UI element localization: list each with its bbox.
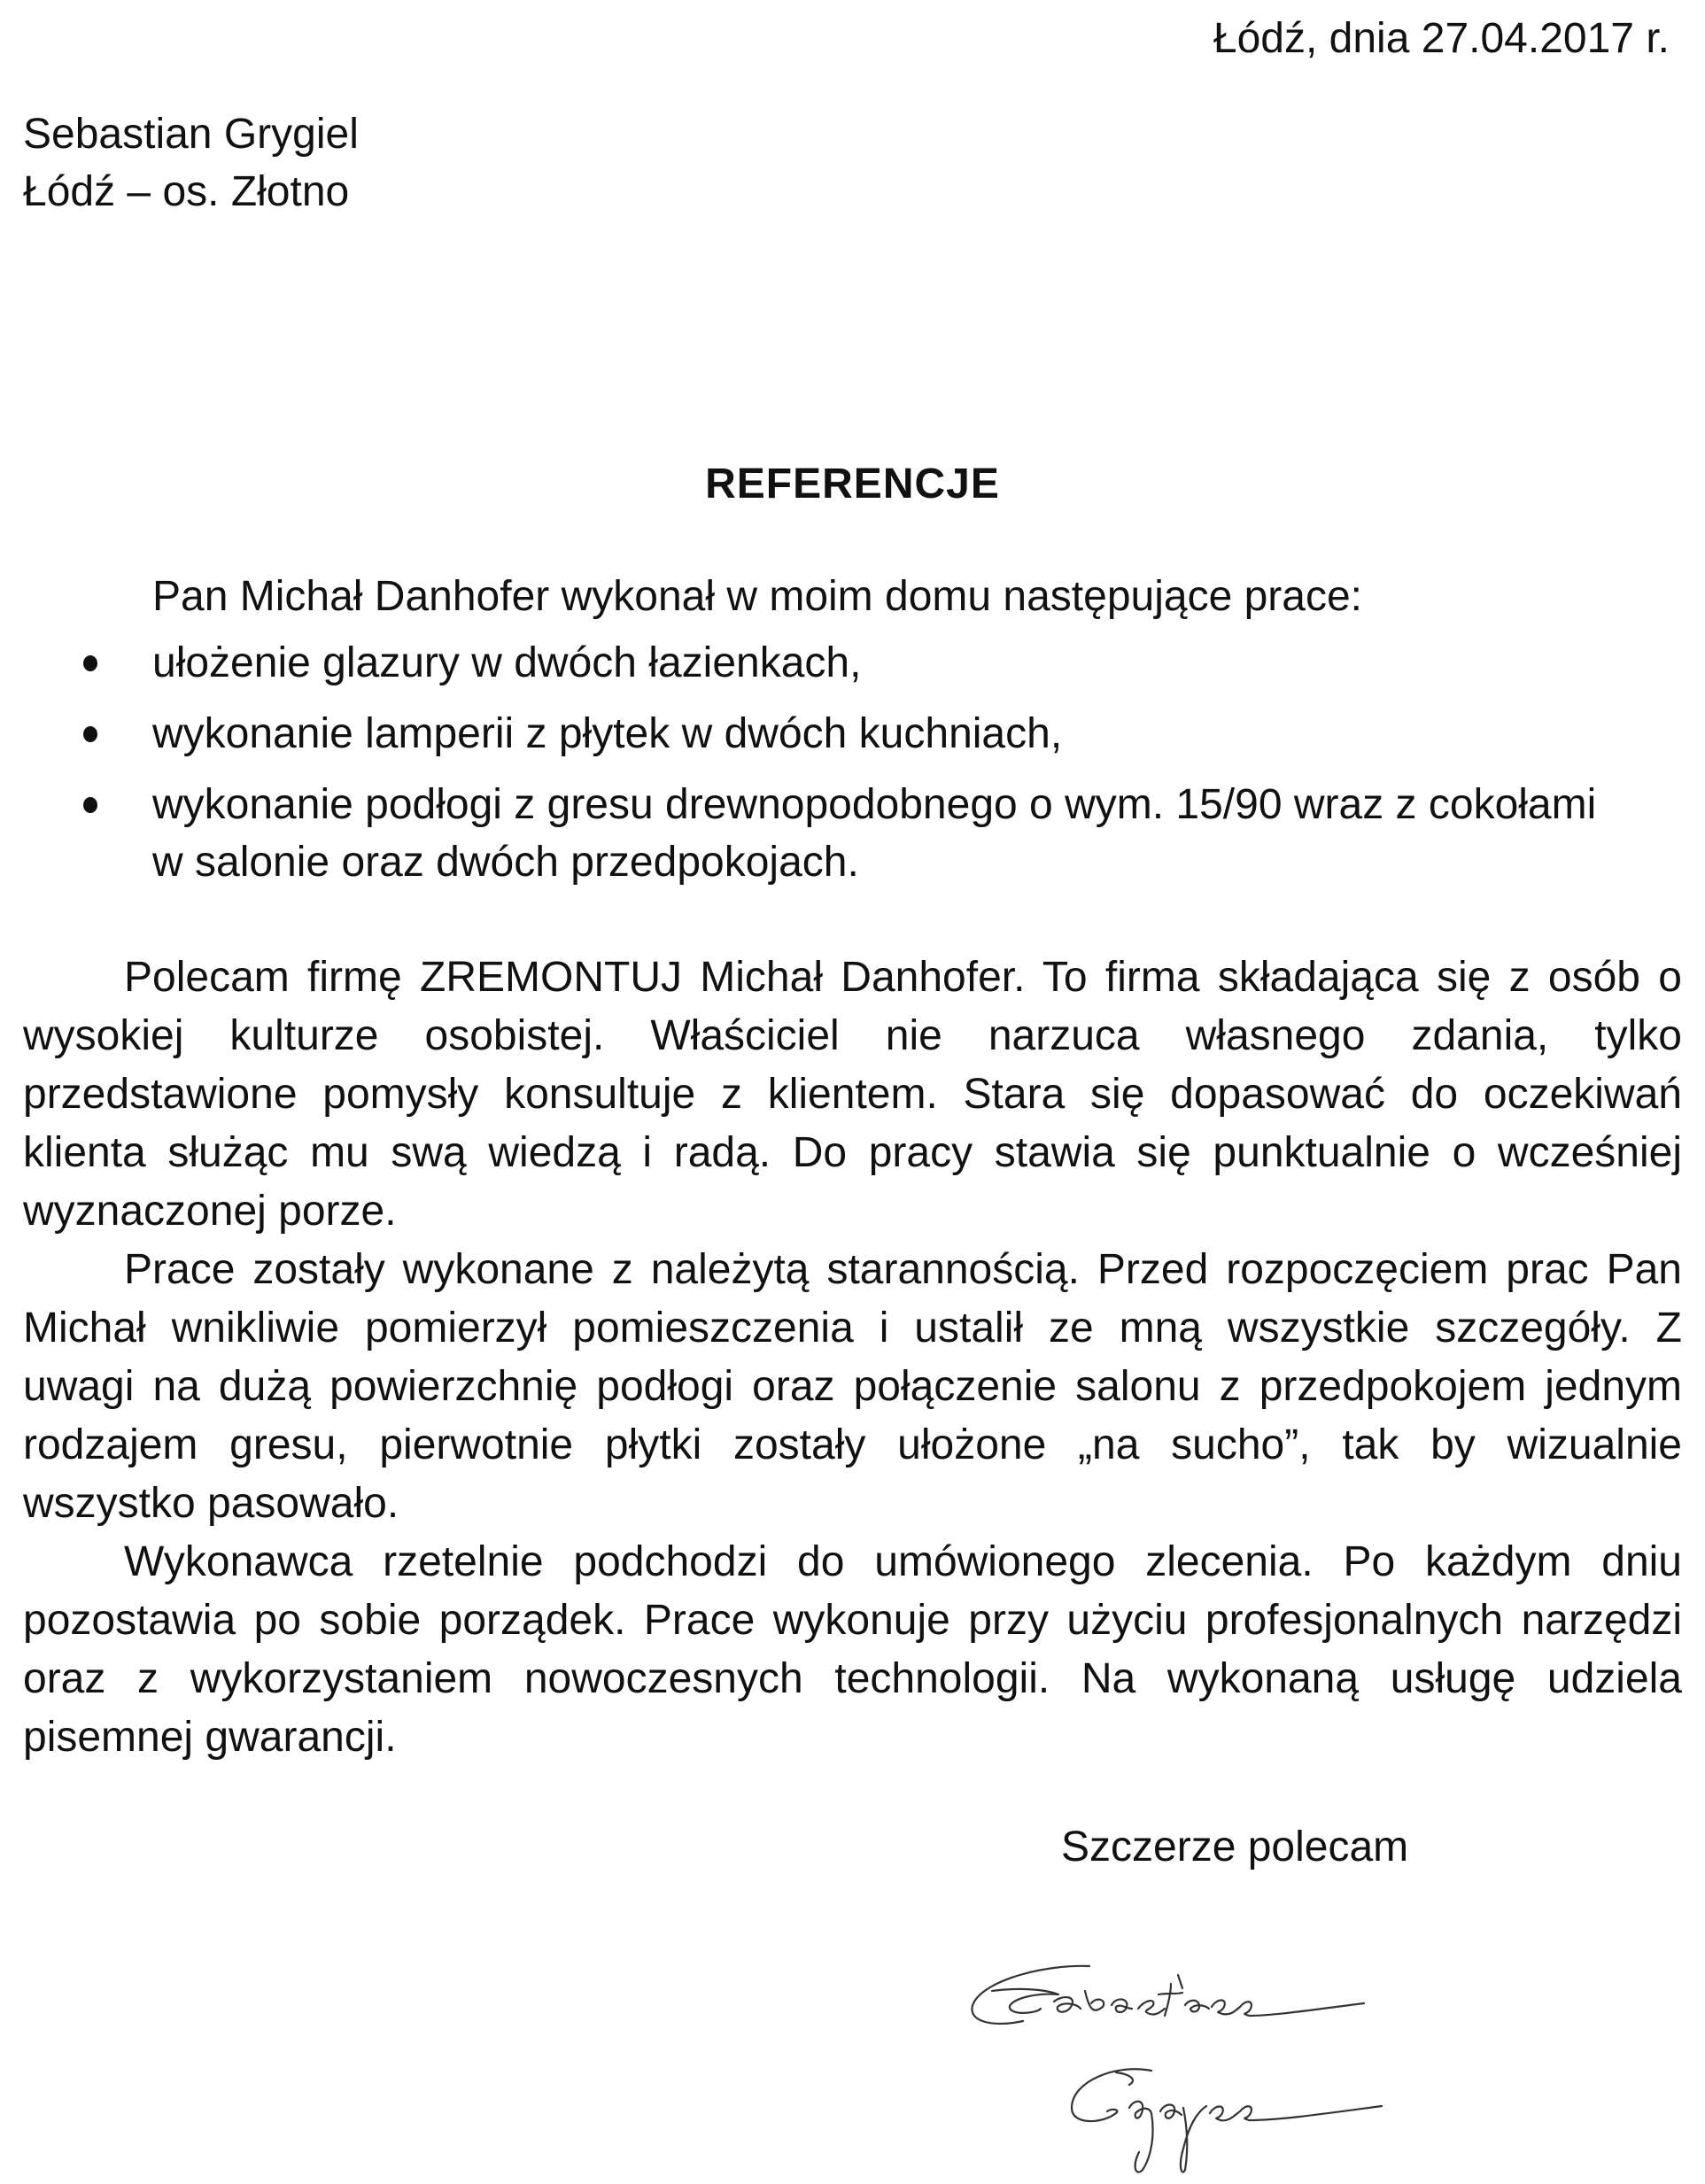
paragraph-line: wyznaczonej porze. [23,1188,397,1235]
bullet-icon [83,655,97,671]
paragraph-line: oraz z wykorzystaniem nowoczesnych technologii. Na wykonaną usługę udziela [23,1655,1682,1702]
paragraph-line: Prace zostały wykonane z należytą starannością. Przed rozpoczęciem prac Pan [124,1246,1682,1293]
bullet-icon [83,726,97,742]
signature-icon [939,1940,1470,2184]
paragraph-line: wszystko pasowało. [23,1480,399,1527]
list-item-text: ułożenie glazury w dwóch łazienkach, [152,639,862,686]
paragraph-line: przedstawione pomysły konsultuje z klientem. Stara się dopasować do oczekiwań [23,1071,1682,1118]
bullet-icon [83,797,97,813]
paragraph-line: Michał wnikliwie pomierzył pomieszczenia i ustalił ze mną wszystkie szczegóły. Z [23,1305,1682,1351]
closing-phrase: Szczerze polecam [1061,1824,1409,1870]
paragraph-line: uwagi na dużą powierzchnię podłogi oraz połączenie salonu z przedpokojem jednym [23,1363,1682,1410]
intro-line: Pan Michał Danhofer wykonał w moim domu następujące prace: [152,573,1363,620]
paragraph-line: pozostawia po sobie porządek. Prace wykonuje przy użyciu profesjonalnych narzędzi [23,1597,1682,1644]
sender-name: Sebastian Grygiel [23,111,359,158]
paragraph-line: klienta służąc mu swą wiedzą i radą. Do pracy stawia się punktualnie o wcześniej [23,1129,1682,1176]
list-item-text: wykonanie podłogi z gresu drewnopodobnego o wym. 15/90 wraz z cokołami [152,781,1597,828]
paragraph-line: Polecam firmę ZREMONTUJ Michał Danhofer. To firma składająca się z osób o [124,954,1682,1001]
paragraph-line: wysokiej kulturze osobistej. Właściciel nie narzuca własnego zdania, tylko [23,1012,1682,1059]
paragraph-line: Wykonawca rzetelnie podchodzi do umówionego zlecenia. Po każdym dniu [124,1538,1682,1585]
list-item-text-continued: w salonie oraz dwóch przedpokojach. [152,839,859,886]
list-item-text: wykonanie lamperii z płytek w dwóch kuchniach, [152,710,1063,757]
sender-address: Łódź – os. Złotno [23,168,350,215]
paragraph-line: rodzajem gresu, pierwotnie płytki zostały ułożone „na sucho”, tak by wizualnie [23,1421,1682,1468]
place-and-date: Łódź, dnia 27.04.2017 r. [1213,15,1670,62]
document-title: REFERENCJE [705,461,1000,507]
paragraph-line: pisemnej gwarancji. [23,1714,397,1761]
